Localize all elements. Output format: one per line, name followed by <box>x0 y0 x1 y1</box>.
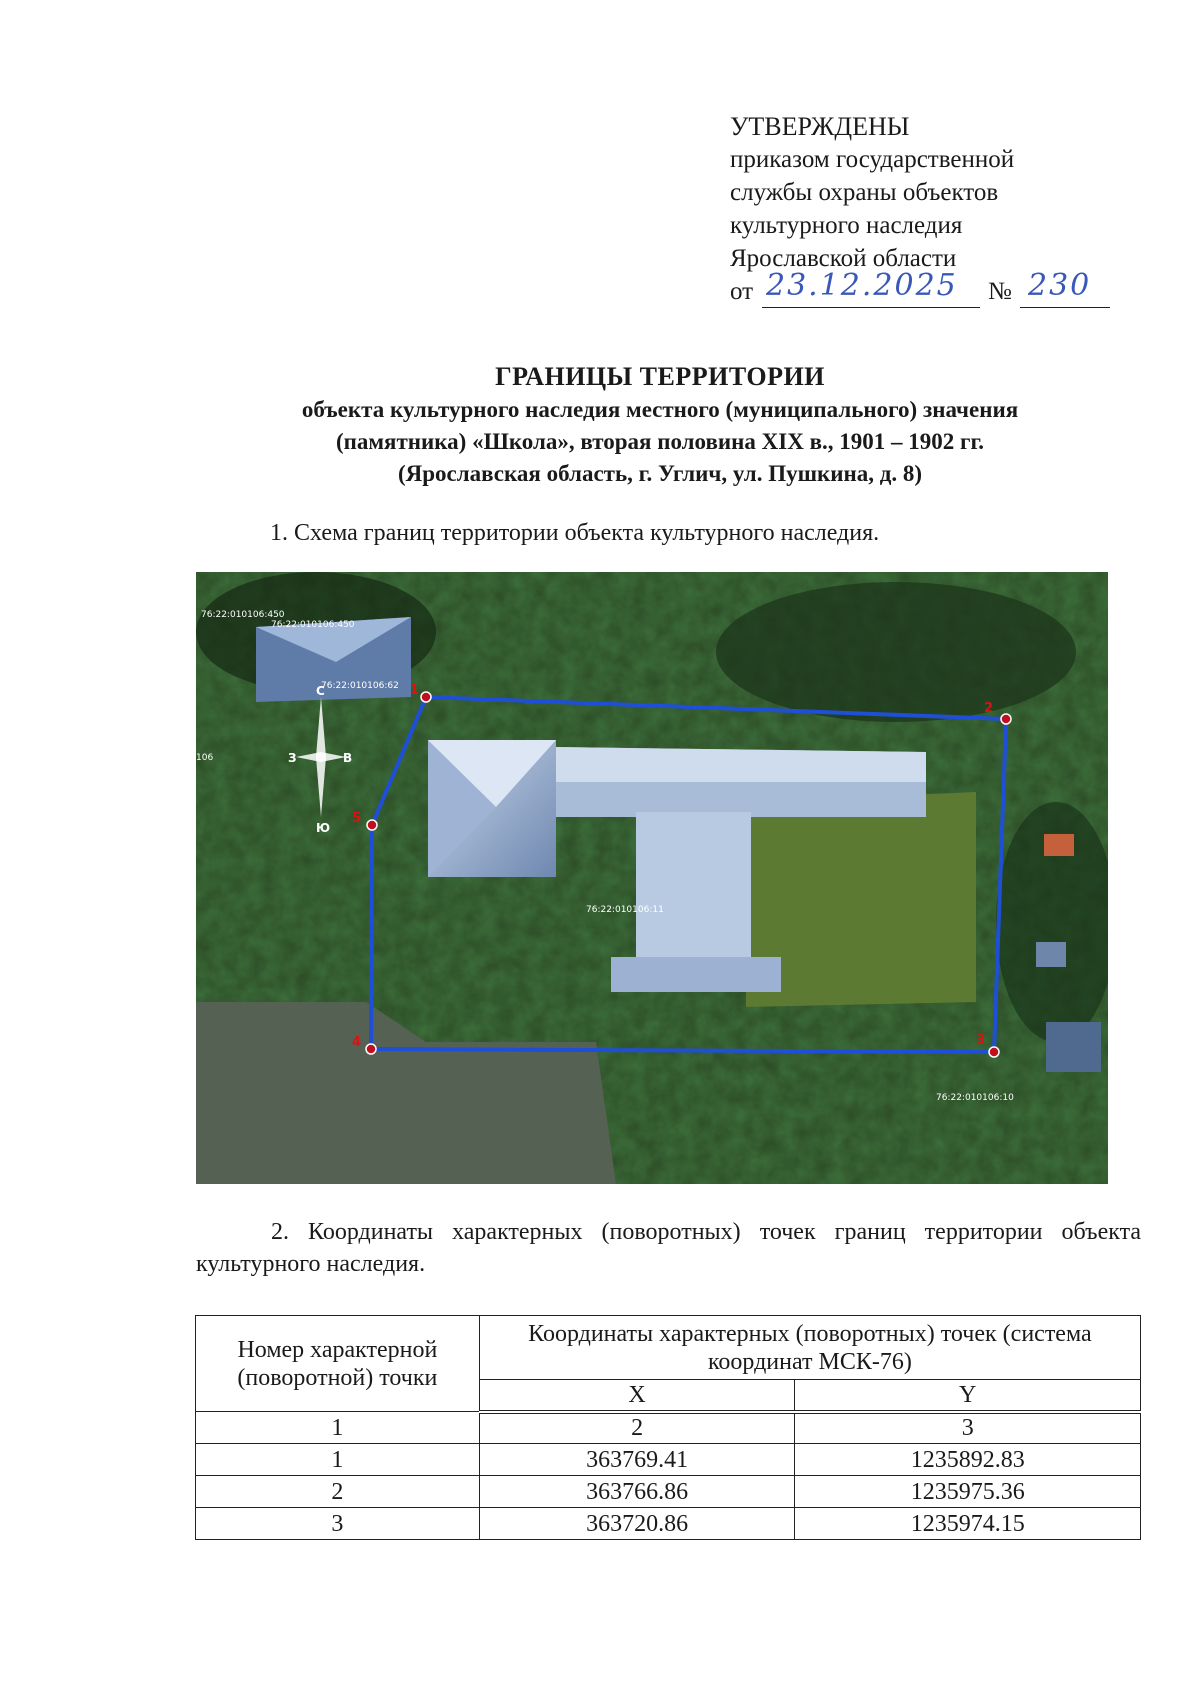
heading-line: объекта культурного наследия местного (муниципального) значения <box>301 397 1019 422</box>
coord-x: 363769.41 <box>479 1444 795 1476</box>
compass-north: С <box>316 684 325 698</box>
number-prefix: № <box>988 278 1012 305</box>
column-number: 2 <box>479 1412 795 1444</box>
heading-title: ГРАНИЦЫ ТЕРРИТОРИИ <box>495 362 825 391</box>
cadastral-label: 76:22:010106:450 <box>201 610 285 620</box>
header-y: Y <box>795 1380 1141 1412</box>
shed-roof <box>1046 1022 1101 1072</box>
date-number-row <box>730 268 1092 311</box>
coord-x: 363766.86 <box>479 1476 795 1508</box>
table-row <box>196 1444 1141 1476</box>
boundary-point-5 <box>367 820 377 830</box>
cadastral-label: 76:22:010106:10 <box>936 1093 1014 1103</box>
header-x: X <box>479 1380 795 1412</box>
handwritten-number: 230 <box>1028 268 1092 303</box>
approval-line: службы охраны объектов <box>730 179 999 206</box>
coord-y: 1235975.36 <box>795 1476 1141 1508</box>
coordinates-table <box>195 1315 1141 1540</box>
shed-roof <box>1036 942 1066 967</box>
approval-line: приказом государственной <box>730 146 1015 173</box>
compass-west: З <box>288 751 297 765</box>
boundary-point-2 <box>1001 714 1011 724</box>
point-label: 1 <box>410 683 420 698</box>
header-coordinates: Координаты характерных (поворотных) точек (система координат МСК-76) <box>479 1316 1140 1380</box>
boundary-point-1 <box>421 692 431 702</box>
point-label: 2 <box>984 701 994 716</box>
school-wing-roof <box>556 747 926 782</box>
boundary-point-3 <box>989 1047 999 1057</box>
boundary-scheme-map <box>196 572 1108 1184</box>
approval-line: культурного наследия <box>730 212 963 239</box>
section-1-caption: 1. Схема границ территории объекта культурного наследия. <box>270 520 880 546</box>
point-label: 4 <box>352 1035 362 1050</box>
point-number: 2 <box>196 1476 480 1508</box>
cadastral-label: 106 <box>196 753 214 763</box>
date-prefix: от <box>730 278 754 305</box>
heading-line: (памятника) «Школа», вторая половина XIX в., 1901 – 1902 гг. <box>335 429 985 454</box>
compass-east: В <box>343 751 353 765</box>
coord-x: 363720.86 <box>479 1508 795 1540</box>
school-wing-end <box>611 957 781 992</box>
tree-canopy <box>716 582 1076 722</box>
coord-y: 1235974.15 <box>795 1508 1141 1540</box>
coord-y: 1235892.83 <box>795 1444 1141 1476</box>
section-2-caption: 2. Координаты характерных (поворотных) точек границ территории объекта культурного наследия. <box>196 1219 1141 1277</box>
table-row <box>196 1508 1141 1540</box>
document-heading <box>195 360 1125 490</box>
point-number: 3 <box>196 1508 480 1540</box>
shed-roof <box>1044 834 1074 856</box>
compass-south: Ю <box>316 821 331 835</box>
cadastral-label: 76:22:010106:62 <box>321 681 399 691</box>
approval-title: УТВЕРЖДЕНЫ <box>730 112 910 141</box>
cadastral-label: 76:22:010106:450 <box>271 620 355 630</box>
header-point-number: Номер характерной (поворотной) точки <box>196 1316 480 1412</box>
table-row <box>196 1476 1141 1508</box>
column-number: 1 <box>196 1412 480 1444</box>
point-label: 3 <box>976 1033 986 1048</box>
point-number: 1 <box>196 1444 480 1476</box>
heading-line: (Ярославская область, г. Углич, ул. Пушкина, д. 8) <box>397 461 923 486</box>
column-number: 3 <box>795 1412 1141 1444</box>
handwritten-date: 23.12.2025 <box>766 268 958 303</box>
approval-block <box>730 110 1092 311</box>
point-label: 5 <box>352 811 362 826</box>
cadastral-label: 76:22:010106:11 <box>586 905 664 915</box>
approval-line: Ярославской области <box>730 245 957 272</box>
boundary-point-4 <box>366 1044 376 1054</box>
